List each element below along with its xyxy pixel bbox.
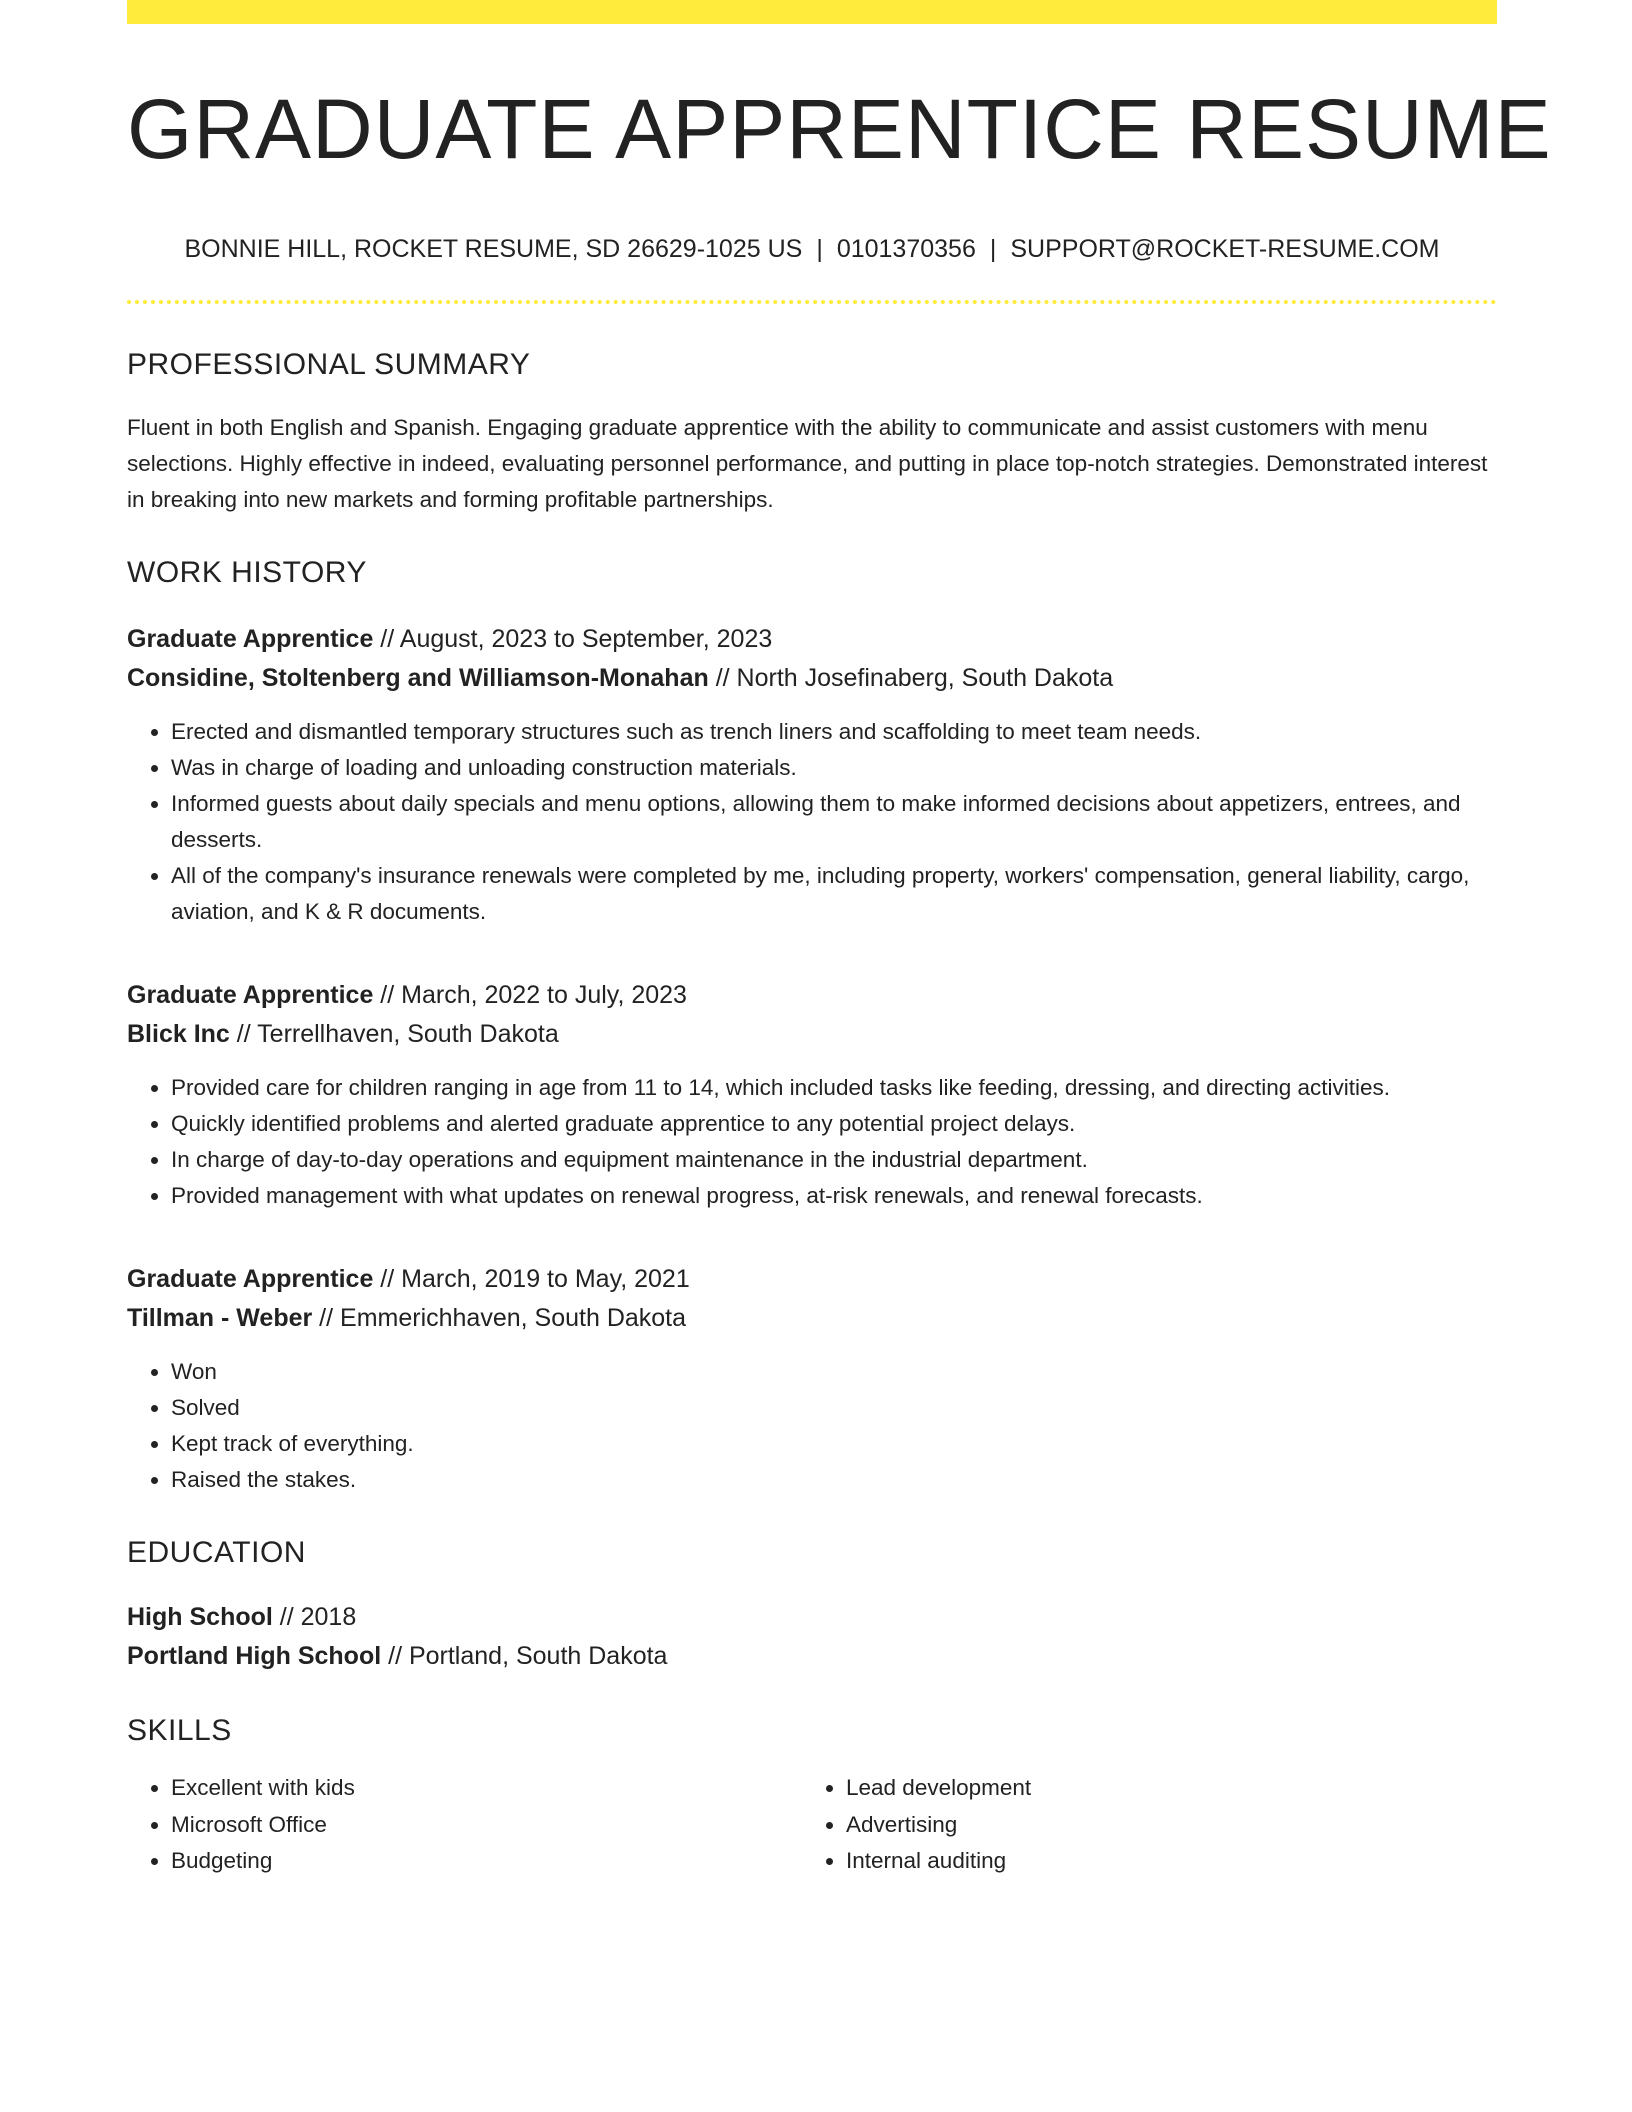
job-dates: // August, 2023 to September, 2023 <box>373 625 773 654</box>
list-item: • Won <box>171 1354 1497 1390</box>
job-entry-2 <box>127 976 1497 1214</box>
education-degree: High School <box>127 1603 273 1632</box>
education-school-line <box>127 1637 1497 1676</box>
list-item: • Erected and dismantled temporary structures such as trench liners and scaffolding to meet team needs. <box>171 714 1497 750</box>
list-item: • Informed guests about daily specials and menu options, allowing them to make informed decisions about appetizers, entrees, and desserts. <box>171 786 1497 858</box>
job-company-line <box>127 1299 1497 1338</box>
top-accent-bar <box>127 0 1497 24</box>
job-title-line <box>127 1260 1497 1299</box>
resume-title: GRADUATE APPRENTICE RESUME <box>127 82 1552 176</box>
job-dates: // March, 2019 to May, 2021 <box>373 1265 690 1294</box>
education-entry <box>127 1598 1497 1676</box>
list-item: • Kept track of everything. <box>171 1426 1497 1462</box>
education-degree-line <box>127 1598 1497 1637</box>
education-school: Portland High School <box>127 1642 382 1671</box>
list-item: • Internal auditing <box>846 1843 1477 1880</box>
skills-column-right <box>802 1770 1477 1880</box>
summary-text: Fluent in both English and Spanish. Engaging graduate apprentice with the ability to communicate and assist customers with menu selections. Highly effective in indeed, evaluating personnel performance, and putting in place top-notch strategies. Demonstrated interest in breaking into new markets and forming profitable partnerships. <box>127 415 1488 513</box>
list-item: • Budgeting <box>171 1843 802 1880</box>
contact-email: SUPPORT@ROCKET-RESUME.COM <box>1010 235 1440 264</box>
list-item: • Microsoft Office <box>171 1807 802 1844</box>
job-company-line <box>127 659 1497 698</box>
job-company-line <box>127 1015 1497 1054</box>
contact-separator: | <box>989 235 997 264</box>
list-item: • Raised the stakes. <box>171 1462 1497 1498</box>
job-entry-3 <box>127 1260 1497 1498</box>
skills-list-left <box>127 1770 802 1880</box>
job-location: // North Josefinaberg, South Dakota <box>708 664 1114 693</box>
list-item: • Excellent with kids <box>171 1770 802 1807</box>
job-title: Graduate Apprentice <box>127 1265 374 1294</box>
list-item: • Quickly identified problems and alerted graduate apprentice to any potential project delays. <box>171 1106 1497 1142</box>
contact-separator: | <box>816 235 823 264</box>
job-company: Tillman - Weber <box>127 1304 313 1333</box>
section-heading-summary: PROFESSIONAL SUMMARY <box>127 348 531 382</box>
education-location: // Portland, South Dakota <box>381 1642 668 1671</box>
job-bullets <box>127 1070 1497 1214</box>
list-item: • Lead development <box>846 1770 1477 1807</box>
dotted-divider <box>127 300 1497 304</box>
education-year: // 2018 <box>272 1603 357 1632</box>
resume-page <box>127 0 1552 1880</box>
job-location: // Terrellhaven, South Dakota <box>229 1020 559 1049</box>
list-item: • Was in charge of loading and unloading construction materials. <box>171 750 1497 786</box>
job-dates: // March, 2022 to July, 2023 <box>373 981 687 1010</box>
contact-line <box>127 235 1497 264</box>
list-item: • Provided management with what updates on renewal progress, at-risk renewals, and renewal forecasts. <box>171 1178 1497 1214</box>
job-title: Graduate Apprentice <box>127 981 374 1010</box>
job-company: Considine, Stoltenberg and Williamson-Monahan <box>127 664 709 693</box>
section-heading-education: EDUCATION <box>127 1536 306 1570</box>
list-item: • Solved <box>171 1390 1497 1426</box>
job-title: Graduate Apprentice <box>127 625 374 654</box>
job-company: Blick Inc <box>127 1020 230 1049</box>
section-heading-work-history: WORK HISTORY <box>127 556 367 590</box>
contact-address: BONNIE HILL, ROCKET RESUME, SD 26629-1025 US <box>184 235 803 264</box>
skills-list-right <box>802 1770 1477 1880</box>
job-entry-1 <box>127 620 1497 930</box>
job-title-line <box>127 620 1497 659</box>
job-bullets <box>127 714 1497 930</box>
contact-phone: 0101370356 <box>836 235 976 264</box>
section-heading-skills: SKILLS <box>127 1714 232 1748</box>
list-item: • All of the company's insurance renewals were completed by me, including property, workers' compensation, general liability, cargo, aviation, and K & R documents. <box>171 858 1497 930</box>
list-item: • Advertising <box>846 1807 1477 1844</box>
list-item: • In charge of day-to-day operations and equipment maintenance in the industrial department. <box>171 1142 1497 1178</box>
job-bullets <box>127 1354 1497 1498</box>
job-title-line <box>127 976 1497 1015</box>
skills-grid <box>127 1770 1497 1880</box>
list-item: • Provided care for children ranging in age from 11 to 14, which included tasks like feeding, dressing, and directing activities. <box>171 1070 1497 1106</box>
job-location: // Emmerichhaven, South Dakota <box>312 1304 687 1333</box>
skills-column-left <box>127 1770 802 1880</box>
